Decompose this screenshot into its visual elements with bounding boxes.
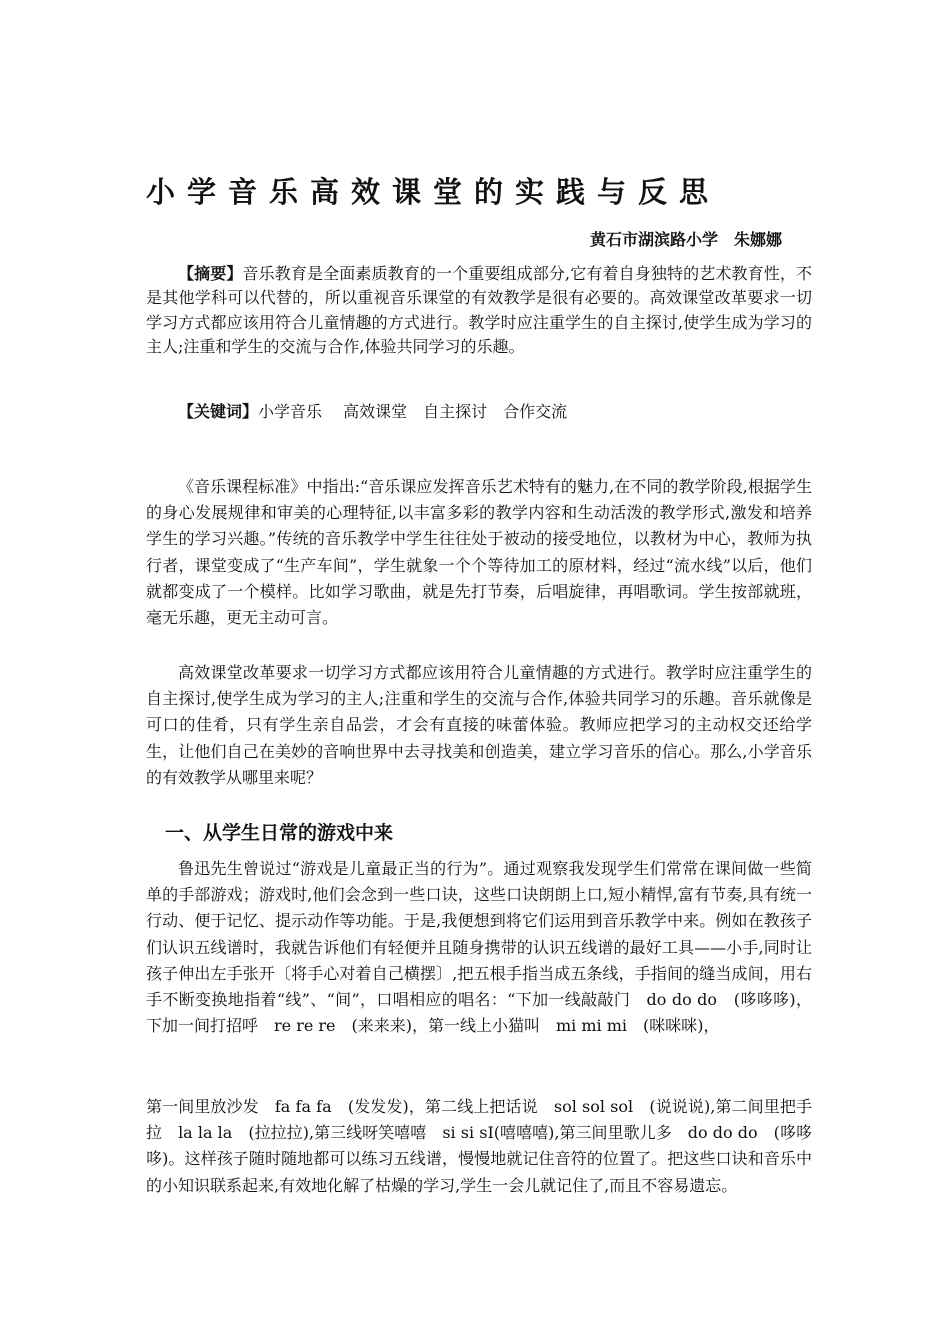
section-heading-1: 一、从学生日常的游戏中来 (165, 822, 394, 844)
keywords (146, 400, 812, 424)
keywords-text: 小学音乐 高效课堂 自主探讨 合作交流 (258, 402, 568, 421)
page-title: 小学音乐高效课堂的实践与反思 (146, 175, 721, 209)
section1-paragraph-a: 鲁迅先生曾说过“游戏是儿童最正当的行为”。通过观察我发现学生们常常在课间做一些简单的手部游戏；游戏时,他们会念到一些口诀，这些口诀朗朗上口,短小精悍,富有节奏,具有统一行动、便于记忆、提示动作等功能。于是,我便想到将它们运用到音乐教学中来。例如在教孩子们认识五线谱时，我就告诉他们有轻便并且随身携带的认识五线谱的最好工具——小手,同时让孩子伸出左手张开〔将手心对着自己横摆〕,把五根手指当成五条线，手指间的缝当成间，用右手不断变换地指着“线”、“间”，口唱相应的唱名：“下加一线敲敲门 do do do (哆哆哆)，下加一间打招呼 re re re (来来来)，第一线上小猫叫 mi mi mi (咪咪咪)， (146, 859, 812, 1036)
section1-paragraph-b: 第一间里放沙发 fa fa fa (发发发)，第二线上把话说 sol sol sol (说说说),第二间里把手拉 la la la (拉拉拉),第三线呀笑嘻嘻 si si sI(嘻嘻嘻),第三间里歌儿多 do do do (哆哆哆)。这样孩子随时随地都可以练习五线谱，慢慢地就记住音符的位置了。把这些口诀和音乐中的小知识联系起来,有效地化解了枯燥的学习,学生一会儿就记住了,而且不容易遗忘。 (146, 1097, 812, 1195)
abstract (146, 262, 812, 360)
body-paragraph-2: 高效课堂改革要求一切学习方式都应该用符合儿童情趣的方式进行。教学时应注重学生的自主探讨,使学生成为学习的主人;注重和学生的交流与合作,体验共同学习的乐趣。音乐就像是可口的佳肴，只有学生亲自品尝，才会有直接的味蕾体验。教师应把学习的主动权交还给学生，让他们自己在美妙的音响世界中去寻找美和创造美，建立学习音乐的信心。那么,小学音乐的有效教学从哪里来呢？ (146, 663, 812, 787)
keywords-label: 【关键词】 (178, 402, 259, 421)
abstract-text: 音乐教育是全面素质教育的一个重要组成部分,它有着自身独特的艺术教育性，不是其他学科可以代替的，所以重视音乐课堂的有效教学是很有必要的。高效课堂改革要求一切学习方式都应该用符合儿童情趣的方式进行。教学时应注重学生的自主探讨,使学生成为学习的主人;注重和学生的交流与合作,体验共同学习的乐趣。 (146, 264, 812, 357)
author-line: 黄石市湖滨路小学 朱娜娜 (589, 230, 782, 249)
body-paragraph-1: 《音乐课程标准》中指出:“音乐课应发挥音乐艺术特有的魅力,在不同的教学阶段,根据学生的身心发展规律和审美的心理特征,以丰富多彩的教学内容和生动活泼的教学形式,激发和培养学生的学习兴趣。”传统的音乐教学中学生往往处于被动的接受地位，以教材为中心，教师为执行者，课堂变成了“生产车间”，学生就象一个个等待加工的原材料，经过“流水线”以后，他们就都变成了一个模样。比如学习歌曲，就是先打节奏，后唱旋律，再唱歌词。学生按部就班，毫无乐趣，更无主动可言。 (146, 477, 812, 628)
abstract-label: 【摘要】 (178, 264, 243, 283)
